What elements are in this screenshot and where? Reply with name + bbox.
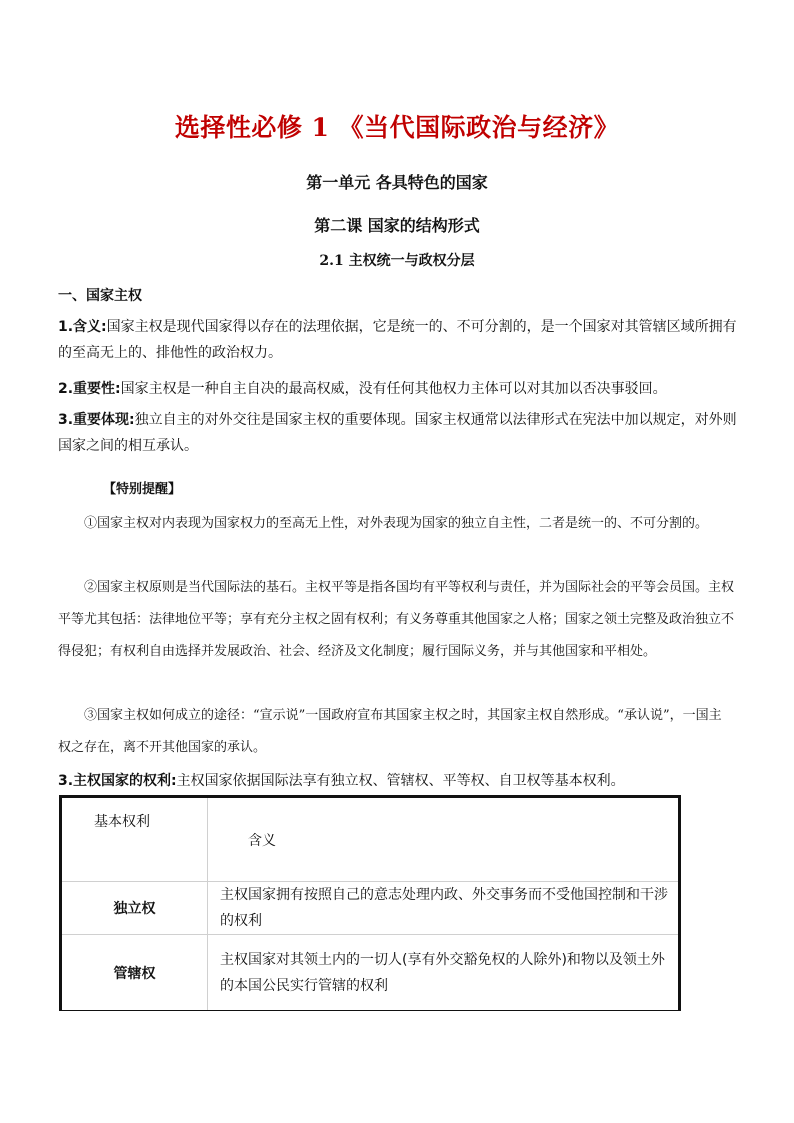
part1-heading: 一、国家主权 [58,288,142,304]
rights-intro-label: 3.主权国家的权利: [58,773,177,789]
lesson-heading: 第二课 国家的结构形式 [314,216,480,235]
rights-intro-text: 主权国家依据国际法享有独立权、管辖权、平等权、自卫权等基本权利。 [176,773,625,789]
special-note-heading: 【特别提醒】 [103,482,182,497]
right-meaning-cell: 主权国家对其领土内的一切人(享有外交豁免权的人除外)和物以及领土外的本国公民实行管辖的权利 [208,935,680,1011]
right-name-cell: 独立权 [61,882,208,935]
importance-text: 国家主权是一种自主自决的最高权威，没有任何其他权力主体可以对其加以否决事驳回。 [120,381,667,397]
rights-table [59,795,681,1011]
unit-heading: 第一单元 各具特色的国家 [306,173,488,192]
right-name-cell: 管辖权 [61,935,208,1011]
special-note-2: ②国家主权原则是当代国际法的基石。主权平等是指各国均有平等权利与责任，并为国际社会的平等会员国。主权平等尤其包括：法律地位平等；享有充分主权之固有权利；有义务尊重其他国家之人格；国家之领土完整及政治独立不得侵犯；有权利自由选择并发展政治、社会、经济及文化制度；履行国际义务，并与其他国家和平相处。 [58,580,735,659]
rights-intro-paragraph [58,768,738,794]
definition-label: 1.含义: [58,319,107,335]
embodiment-label: 3.重要体现: [58,412,135,428]
table-header-row [61,797,680,882]
definition-paragraph [58,314,738,366]
document-title: 选择性必修 1 《当代国际政治与经济》 [174,113,620,142]
table-row [61,935,680,1011]
special-note-3: ③国家主权如何成立的途径：“宣示说”一国政府宣布其国家主权之时，其国家主权自然形成。“承认说”，一国主权之存在，离不开其他国家的承认。 [58,708,722,755]
table-row [61,882,680,935]
importance-label: 2.重要性: [58,381,121,397]
definition-text: 国家主权是现代国家得以存在的法理依据，它是统一的、不可分割的，是一个国家对其管辖区域所拥有的至高无上的、排他性的政治权力。 [58,319,737,361]
special-note-1: ①国家主权对内表现为国家权力的至高无上性，对外表现为国家的独立自主性，二者是统一的、不可分割的。 [84,516,709,531]
header-cell-meaning: 含义 [208,797,680,882]
section-heading: 2.1 主权统一与政权分层 [319,253,475,269]
embodiment-paragraph [58,407,738,459]
right-meaning-cell: 主权国家拥有按照自己的意志处理内政、外交事务而不受他国控制和干涉的权利 [208,882,680,935]
header-cell-right: 基本权利 [61,797,208,882]
embodiment-text: 独立自主的对外交往是国家主权的重要体现。国家主权通常以法律形式在宪法中加以规定，对外则国家之间的相互承认。 [58,412,737,454]
importance-paragraph [58,376,738,402]
